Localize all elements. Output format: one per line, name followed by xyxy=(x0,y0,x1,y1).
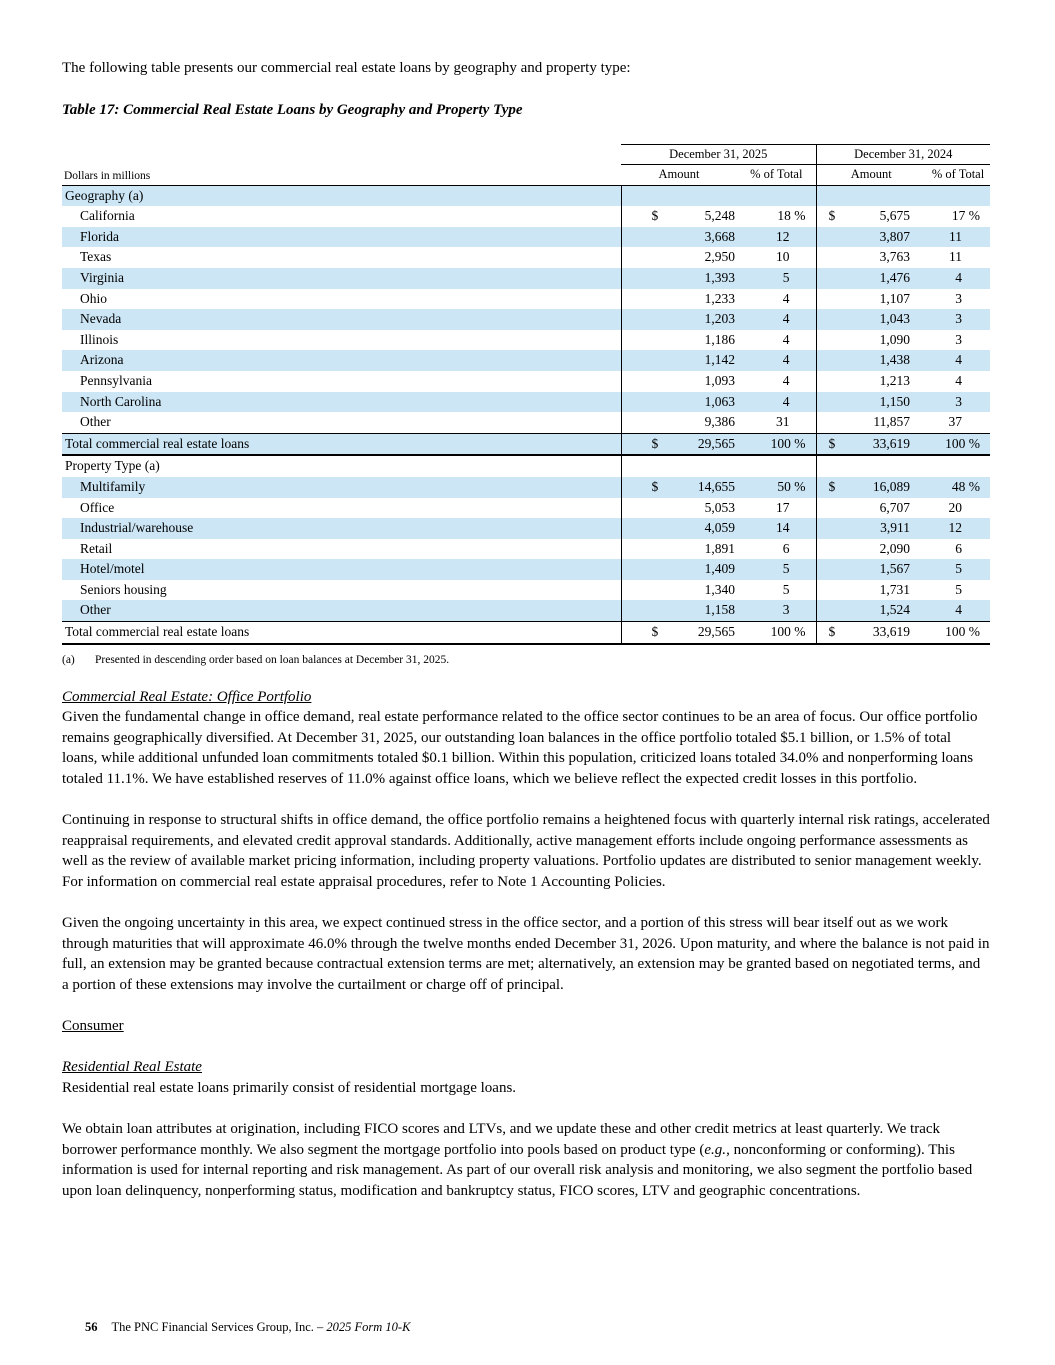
percent-value: 3 xyxy=(926,392,990,413)
dollar-sign xyxy=(816,392,854,413)
amount-value: 2,090 xyxy=(879,540,911,556)
dollar-sign xyxy=(621,559,659,580)
dollar-sign xyxy=(621,371,659,392)
row-label: Ohio xyxy=(80,290,107,306)
table-row xyxy=(62,412,990,433)
amount-value: 1,567 xyxy=(854,559,926,580)
percent-value: 6 xyxy=(955,540,963,556)
residential-paragraph-2 xyxy=(62,1119,990,1201)
percent-value: 17 xyxy=(776,499,790,515)
percent-value: 14 xyxy=(737,518,816,539)
dollar-sign xyxy=(621,412,659,433)
percent-value: 100 % xyxy=(926,433,990,455)
row-label: Florida xyxy=(62,227,621,248)
amount-value: 1,524 xyxy=(854,600,926,621)
amount-value: 1,438 xyxy=(854,350,926,371)
percent-value: 48 % xyxy=(926,477,990,498)
table-row xyxy=(62,227,990,248)
dollar-sign xyxy=(621,227,659,248)
dollar-sign: $ xyxy=(816,622,854,644)
amount-value: 3,668 xyxy=(659,227,737,248)
percent-value: 18 % xyxy=(777,208,806,224)
amount-value: 16,089 xyxy=(854,477,926,498)
percent-value: 12 xyxy=(926,518,990,539)
percent-value: 4 xyxy=(782,290,790,306)
percent-value: 5 xyxy=(955,581,963,597)
dollar-sign xyxy=(816,559,854,580)
table-row xyxy=(62,330,990,351)
percent-value: 5 xyxy=(737,268,816,289)
dollar-sign xyxy=(621,330,659,351)
percent-value: 5 xyxy=(782,581,790,597)
amount-value: 3,807 xyxy=(854,227,926,248)
amount-value: 1,107 xyxy=(879,290,911,306)
consumer-heading: Consumer xyxy=(62,1018,124,1035)
dollar-sign xyxy=(621,600,659,621)
percent-value: 37 xyxy=(948,414,963,430)
percent-value: 4 xyxy=(737,350,816,371)
row-label: California xyxy=(80,208,135,224)
amount-value: 33,619 xyxy=(854,433,926,455)
percent-value: 20 xyxy=(948,499,963,515)
amount-value: 2,950 xyxy=(704,249,735,265)
amount-value xyxy=(854,185,926,206)
total-row xyxy=(62,433,990,455)
row-label: Pennsylvania xyxy=(80,372,152,388)
office-paragraph-2: Continuing in response to structural shifts in office demand, the office portfolio remains a heightened focus with quarterly internal risk ratings, accelerated reappraisal requirements, and elevated credit approval standards. Additionally, active management efforts include ongoing performance assessments as well as the review of available market pricing information, including property valuations. Portfolio updates are distributed to senior management weekly. For information on commercial real estate appraisal procedures, refer to Note 1 Accounting Policies. xyxy=(62,812,990,890)
table-row xyxy=(62,371,990,392)
amount-value: 1,731 xyxy=(879,581,911,597)
dollar-sign xyxy=(816,455,854,477)
amount-value: 1,393 xyxy=(659,268,737,289)
percent-value: 50 % xyxy=(737,477,816,498)
row-label: Nevada xyxy=(62,309,621,330)
table-row xyxy=(62,559,990,580)
amount-value: 1,043 xyxy=(854,309,926,330)
row-label: Other xyxy=(80,414,111,430)
dollar-sign xyxy=(621,392,659,413)
amount-value: 1,150 xyxy=(854,392,926,413)
row-label: Virginia xyxy=(62,268,621,289)
percent-value xyxy=(737,185,816,206)
percent-value: 3 xyxy=(955,290,963,306)
row-label: Hotel/motel xyxy=(62,559,621,580)
amount-value: 1,090 xyxy=(879,331,911,347)
amount-value: 9,386 xyxy=(704,414,735,430)
percent-value: 4 xyxy=(737,392,816,413)
table-row xyxy=(62,539,990,560)
amount-value: 5,248 xyxy=(704,208,735,224)
table-row xyxy=(62,392,990,413)
table-header xyxy=(62,144,990,185)
percent-value: 5 xyxy=(926,559,990,580)
table-row xyxy=(62,477,990,498)
amount-value: 4,059 xyxy=(659,518,737,539)
percent-value: 31 xyxy=(776,414,790,430)
dollar-sign xyxy=(621,350,659,371)
amount-value: 1,142 xyxy=(659,350,737,371)
row-label: Texas xyxy=(80,249,112,265)
page-content xyxy=(62,0,990,1202)
residential-p2-pre: We obtain loan attributes at origination, including FICO scores and LTVs, and we update these and other credit metrics at least quarterly. We track borrower performance monthly. We also segment the mortgage portfolio into pools based on product type ( xyxy=(62,1121,941,1158)
percent-value: 10 xyxy=(776,249,790,265)
period-header-2025: December 31, 2025 xyxy=(621,144,816,164)
percent-value xyxy=(737,455,816,477)
row-label: Industrial/warehouse xyxy=(62,518,621,539)
table-row xyxy=(62,289,990,310)
dollar-sign xyxy=(621,309,659,330)
amount-header-2024: Amount xyxy=(816,164,926,185)
row-label: Office xyxy=(80,499,115,515)
pct-header-2024: % of Total xyxy=(926,164,990,185)
row-label: Multifamily xyxy=(62,477,621,498)
dollar-sign xyxy=(816,371,854,392)
amount-value: 33,619 xyxy=(854,622,926,644)
dollar-sign: $ xyxy=(621,622,659,644)
cre-loans-table xyxy=(62,144,990,645)
row-label: Total commercial real estate loans xyxy=(62,622,621,644)
percent-value: 4 xyxy=(926,350,990,371)
dollar-sign xyxy=(621,498,659,519)
percent-value: 100 % xyxy=(737,622,816,644)
percent-value: 4 xyxy=(926,268,990,289)
row-label: Arizona xyxy=(62,350,621,371)
percent-value: 5 xyxy=(737,559,816,580)
percent-value: 17 % xyxy=(951,208,981,224)
dollar-sign xyxy=(621,539,659,560)
residential-paragraph-1: Residential real estate loans primarily consist of residential mortgage loans. xyxy=(62,1079,517,1096)
amount-header-2025: Amount xyxy=(621,164,737,185)
dollar-sign: $ xyxy=(621,433,659,455)
amount-value: 3,763 xyxy=(879,249,911,265)
office-paragraph-1: Given the fundamental change in office demand, real estate performance related to the office sector continues to be an area of focus. Our office portfolio remains geographically diversified. At December 31, 2025, our outstanding loan balances in the office portfolio totaled $5.1 billion, or 1.5% of total loans, while additional unfunded loan commitments totaled $0.1 billion. Within this population, criticized loans totaled 34.0% and nonperforming loans totaled 11.1%. We have established reserves of 11.0% against office loans, which we believe reflect the expected credit losses in this portfolio. xyxy=(62,709,978,788)
row-label: North Carolina xyxy=(62,392,621,413)
dollar-sign xyxy=(816,498,854,519)
footer-company: The PNC Financial Services Group, Inc. – xyxy=(111,1320,327,1334)
page-footer xyxy=(85,1320,410,1335)
table-row xyxy=(62,268,990,289)
percent-value: 4 xyxy=(926,600,990,621)
section-row xyxy=(62,455,990,477)
row-label: Seniors housing xyxy=(80,581,167,597)
dollar-sign xyxy=(816,412,854,433)
row-label: Geography (a) xyxy=(62,185,621,206)
residential-heading: Residential Real Estate xyxy=(62,1059,202,1076)
page-number: 56 xyxy=(85,1320,98,1334)
amount-value: 1,340 xyxy=(704,581,735,597)
amount-value: 1,476 xyxy=(854,268,926,289)
amount-value: 6,707 xyxy=(879,499,911,515)
percent-value: 3 xyxy=(737,600,816,621)
pct-header-2025: % of Total xyxy=(737,164,816,185)
dollar-sign: $ xyxy=(621,477,659,498)
dollar-sign xyxy=(816,330,854,351)
amount-value: 5,053 xyxy=(704,499,735,515)
table-row xyxy=(62,580,990,601)
dollars-in-millions-label: Dollars in millions xyxy=(62,164,621,185)
percent-value: 3 xyxy=(926,309,990,330)
period-header-2024: December 31, 2024 xyxy=(816,144,990,164)
dollar-sign xyxy=(816,268,854,289)
dollar-sign: $ xyxy=(816,433,854,455)
percent-value: 3 xyxy=(955,331,963,347)
footnote-marker: (a) xyxy=(62,653,75,666)
table-title: Table 17: Commercial Real Estate Loans by Geography and Property Type xyxy=(62,101,523,118)
table-row xyxy=(62,350,990,371)
dollar-sign xyxy=(816,309,854,330)
dollar-sign: $ xyxy=(621,206,659,227)
dollar-sign xyxy=(816,580,854,601)
dollar-sign: $ xyxy=(816,206,854,227)
total-row xyxy=(62,622,990,644)
dollar-sign xyxy=(621,268,659,289)
amount-value: 3,911 xyxy=(854,518,926,539)
footer-form-label: 2025 Form 10-K xyxy=(326,1320,411,1334)
table-row xyxy=(62,206,990,227)
amount-value: 1,063 xyxy=(659,392,737,413)
office-paragraph-3: Given the ongoing uncertainty in this area, we expect continued stress in the office sector, and a portion of this stress will bear itself out as we work through maturities that will approximate 46.0% through the twelve months ended December 31, 2026. Upon maturity, and where the balance is not paid in full, an extension may be granted because contractual extension terms are met; alternatively, an extension may be granted based on negotiated terms, and a portion of these extensions may involve the curtailment or charge off of principal. xyxy=(62,915,990,993)
percent-value xyxy=(926,455,990,477)
percent-value: 12 xyxy=(737,227,816,248)
dollar-sign xyxy=(816,350,854,371)
footnote-text: Presented in descending order based on loan balances at December 31, 2025. xyxy=(95,653,450,666)
percent-value: 11 xyxy=(926,227,990,248)
dollar-sign xyxy=(816,247,854,268)
section-row xyxy=(62,185,990,206)
dollar-sign xyxy=(816,185,854,206)
amount-value xyxy=(854,455,926,477)
dollar-sign: $ xyxy=(816,477,854,498)
percent-value: 4 xyxy=(782,331,790,347)
amount-value: 1,203 xyxy=(659,309,737,330)
intro-paragraph: The following table presents our commercial real estate loans by geography and property type: xyxy=(62,60,631,76)
amount-value: 1,093 xyxy=(704,372,735,388)
percent-value: 4 xyxy=(955,372,963,388)
dollar-sign xyxy=(621,518,659,539)
dollar-sign xyxy=(621,185,659,206)
amount-value: 1,233 xyxy=(704,290,735,306)
amount-value: 1,186 xyxy=(704,331,735,347)
row-label: Retail xyxy=(80,540,113,556)
amount-value xyxy=(659,455,737,477)
table-footnote xyxy=(62,653,990,668)
dollar-sign xyxy=(816,600,854,621)
amount-value xyxy=(659,185,737,206)
dollar-sign xyxy=(621,289,659,310)
dollar-sign xyxy=(621,580,659,601)
percent-value: 100 % xyxy=(737,433,816,455)
percent-value: 6 xyxy=(782,540,790,556)
table-row xyxy=(62,247,990,268)
dollar-sign xyxy=(621,455,659,477)
amount-value: 5,675 xyxy=(879,208,911,224)
header-stub-spacer xyxy=(62,144,621,164)
table-row xyxy=(62,309,990,330)
dollar-sign xyxy=(621,247,659,268)
dollar-sign xyxy=(816,539,854,560)
percent-value xyxy=(926,185,990,206)
amount-value: 11,857 xyxy=(873,414,911,430)
row-label: Total commercial real estate loans xyxy=(62,433,621,455)
percent-value: 100 % xyxy=(926,622,990,644)
row-label: Property Type (a) xyxy=(65,458,160,474)
table-row xyxy=(62,600,990,621)
amount-value: 1,158 xyxy=(659,600,737,621)
dollar-sign xyxy=(816,227,854,248)
dollar-sign xyxy=(816,518,854,539)
row-label: Illinois xyxy=(80,331,119,347)
residential-p2-emphasis: e.g. xyxy=(704,1141,727,1158)
amount-value: 1,891 xyxy=(704,540,735,556)
amount-value: 14,655 xyxy=(659,477,737,498)
amount-value: 29,565 xyxy=(659,433,737,455)
office-portfolio-heading: Commercial Real Estate: Office Portfolio xyxy=(62,688,312,705)
amount-value: 29,565 xyxy=(659,622,737,644)
table-row xyxy=(62,518,990,539)
percent-value: 4 xyxy=(737,309,816,330)
percent-value: 4 xyxy=(782,372,790,388)
residential-p2-post: , nonconforming or conforming). This information is used for internal reporting and risk management. As part of our overall risk analysis and monitoring, we also segment the portfolio based upon loan delinquency, nonperforming status, modification and bankruptcy status, FICO scores, LTV and geographic concentrations. xyxy=(62,1141,973,1199)
percent-value: 11 xyxy=(949,249,963,265)
dollar-sign xyxy=(816,289,854,310)
amount-value: 1,409 xyxy=(659,559,737,580)
amount-value: 1,213 xyxy=(879,372,911,388)
row-label: Other xyxy=(62,600,621,621)
table-row xyxy=(62,498,990,519)
table-body xyxy=(62,185,990,644)
